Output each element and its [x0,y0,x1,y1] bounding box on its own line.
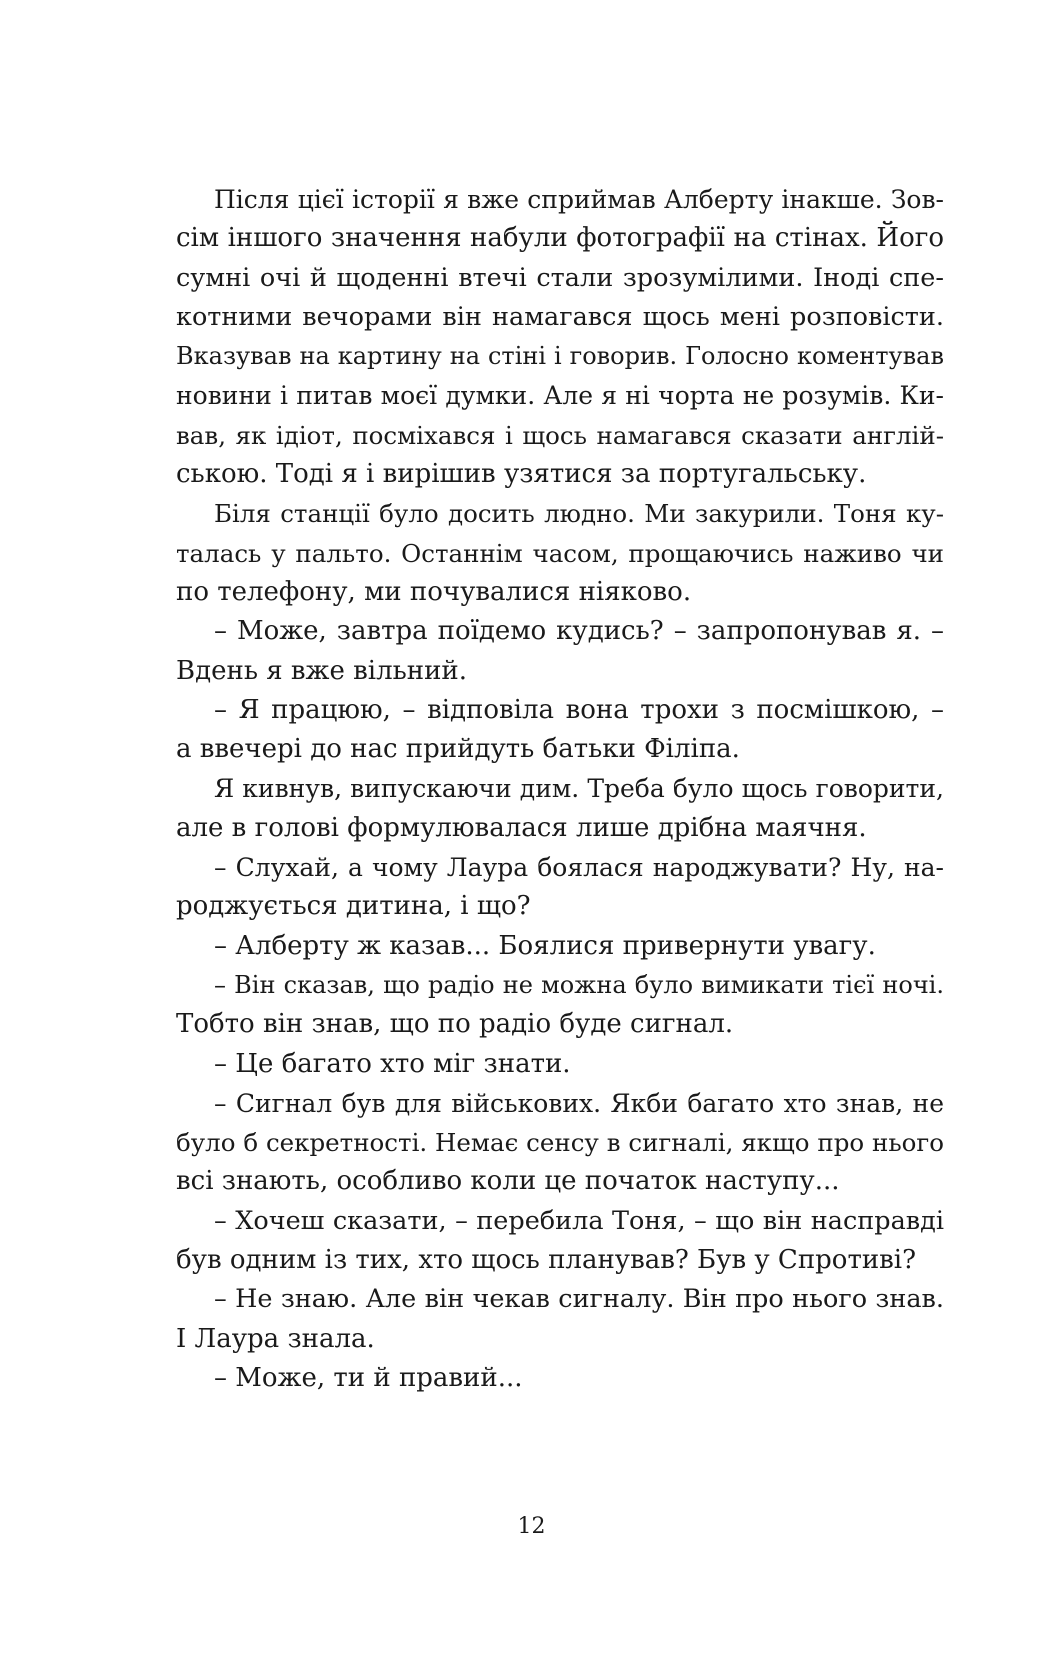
dialogue-line [176,612,944,691]
text-line: Тобто він знав, що по радіо буде сигнал. [176,1009,734,1040]
text-line: – Він сказав, що радіо не можна було вимикати тієї ночі. [214,970,944,999]
text-line: Вдень я вже вільний. [176,655,468,686]
dialogue-line [176,691,944,770]
paragraph [176,494,944,612]
dialogue-line [176,1359,944,1398]
text-line: всі знають, особливо коли це початок наступу... [176,1166,840,1197]
text-line: Я кивнув, випускаючи дим. Треба було щось говорити, [214,774,944,804]
text-line: ською. Тоді я і вирішив узятися за португальську. [176,459,867,490]
dialogue-line [176,1045,944,1084]
text-line: – Хочеш сказати, – перебила Тоня, – що він насправді [214,1205,944,1236]
text-line: І Лаура знала. [176,1323,375,1354]
page-number: 12 [517,1514,546,1539]
text-line: – Може, ти й правий... [214,1362,523,1393]
text-line: – Це багато хто міг знати. [214,1048,571,1079]
text-line: Вказував на картину на стіні і говорив. Голосно коментував [176,342,944,371]
dialogue-line [176,927,944,966]
paragraph [176,769,944,848]
dialogue-line [176,1280,944,1359]
paragraph [176,180,944,494]
text-line: було б секретності. Немає сенсу в сигналі, якщо про нього [176,1128,944,1158]
dialogue-line [176,966,944,1045]
text-line: сім іншого значення набули фотографії на стінах. Його [176,223,944,254]
text-line: був одним із тих, хто щось планував? Був у Спротиві? [176,1245,917,1276]
text-line: роджується дитина, і що? [176,891,531,922]
text-line: Біля станції було досить людно. Ми закурили. Тоня ку- [214,499,944,529]
text-line: – Я працюю, – відповіла вона трохи з посмішкою, – [214,694,944,725]
text-line: новини і питав моєї думки. Але я ні чорта не розумів. Ки- [176,381,944,411]
text-line: – Не знаю. Але він чекав сигналу. Він про нього знав. [214,1284,944,1315]
text-line: – Може, завтра поїдемо кудись? – запропонував я. – [214,616,944,647]
text-line: – Алберту ж казав... Боялися привернути увагу. [214,930,876,961]
text-line: талась у пальто. Останнім часом, прощаючись наживо чи [176,538,944,568]
text-line: по телефону, ми почувалися ніяково. [176,576,692,607]
text-line: – Сигнал був для військових. Якби багато хто знав, не [214,1088,944,1118]
text-line: а ввечері до нас прийдуть батьки Філіпа. [176,734,740,765]
text-line: котними вечорами він намагався щось мені розповісти. [176,301,944,332]
body-text [176,180,944,1398]
text-line: сумні очі й щоденні втечі стали зрозумілими. Іноді спе- [176,262,944,293]
dialogue-line [176,1202,944,1281]
text-line: Після цієї історії я вже сприймав Алберту інакше. Зов- [214,185,944,214]
dialogue-line [176,848,944,927]
text-line: але в голові формулювалася лише дрібна маячня. [176,812,867,843]
text-line: – Слухай, а чому Лаура боялася народжувати? Ну, на- [214,853,944,883]
dialogue-line [176,1084,944,1202]
text-line: вав, як ідіот, посміхався і щось намагався сказати англій- [176,420,944,450]
